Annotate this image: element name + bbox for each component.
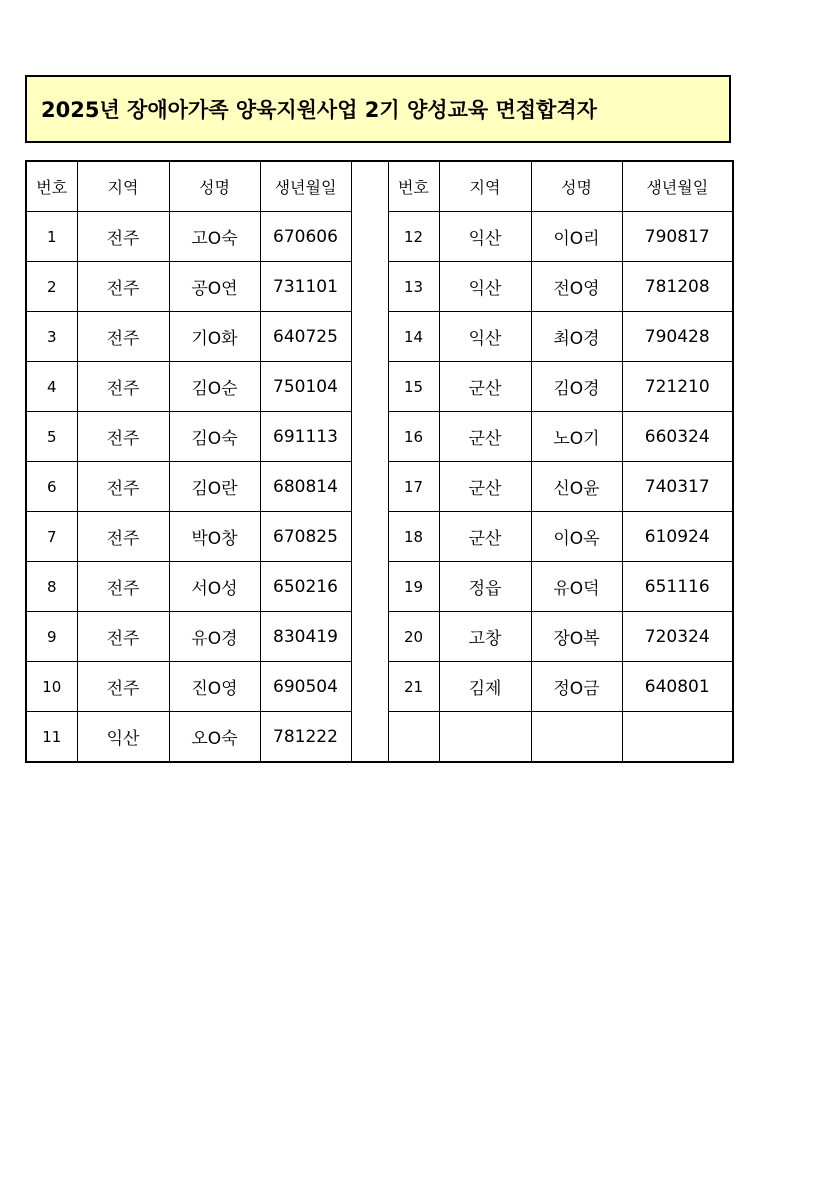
- cell-region: 전주: [77, 312, 169, 362]
- cell-birthdate: 721210: [622, 362, 733, 412]
- cell-number: 10: [26, 662, 77, 712]
- column-gap: [351, 312, 388, 362]
- cell-number: 13: [388, 262, 439, 312]
- table-row: [26, 312, 733, 362]
- cell-region: 고창: [439, 612, 531, 662]
- cell-birthdate: 670606: [260, 212, 351, 262]
- cell-name: 유O경: [169, 612, 260, 662]
- header-name-right: 성명: [531, 161, 622, 212]
- cell-birthdate: 670825: [260, 512, 351, 562]
- cell-number: 15: [388, 362, 439, 412]
- column-gap: [351, 161, 388, 212]
- cell-name: 기O화: [169, 312, 260, 362]
- cell-region: 전주: [77, 262, 169, 312]
- header-number-left: 번호: [26, 161, 77, 212]
- column-gap: [351, 662, 388, 712]
- table-row: [26, 562, 733, 612]
- cell-birthdate: 650216: [260, 562, 351, 612]
- cell-birthdate: 610924: [622, 512, 733, 562]
- cell-name: 박O창: [169, 512, 260, 562]
- cell-number: 17: [388, 462, 439, 512]
- cell-number: 16: [388, 412, 439, 462]
- cell-region: 익산: [77, 712, 169, 763]
- cell-name: 이O옥: [531, 512, 622, 562]
- column-gap: [351, 562, 388, 612]
- cell-number: 8: [26, 562, 77, 612]
- cell-birthdate: [622, 712, 733, 763]
- cell-name: 유O덕: [531, 562, 622, 612]
- table-row: [26, 612, 733, 662]
- cell-region: [439, 712, 531, 763]
- cell-number: 6: [26, 462, 77, 512]
- column-gap: [351, 512, 388, 562]
- cell-birthdate: 690504: [260, 662, 351, 712]
- cell-number: [388, 712, 439, 763]
- cell-name: 고O숙: [169, 212, 260, 262]
- cell-number: 7: [26, 512, 77, 562]
- table-header-row: [26, 161, 733, 212]
- column-gap: [351, 212, 388, 262]
- cell-birthdate: 660324: [622, 412, 733, 462]
- cell-name: [531, 712, 622, 763]
- cell-birthdate: 830419: [260, 612, 351, 662]
- table-row: [26, 462, 733, 512]
- column-gap: [351, 612, 388, 662]
- table-row: [26, 262, 733, 312]
- cell-name: 김O숙: [169, 412, 260, 462]
- applicant-table: [25, 160, 734, 763]
- cell-number: 14: [388, 312, 439, 362]
- cell-region: 전주: [77, 362, 169, 412]
- cell-number: 20: [388, 612, 439, 662]
- cell-number: 1: [26, 212, 77, 262]
- cell-name: 전O영: [531, 262, 622, 312]
- header-birthdate-right: 생년월일: [622, 161, 733, 212]
- cell-number: 21: [388, 662, 439, 712]
- table-row: [26, 212, 733, 262]
- header-number-right: 번호: [388, 161, 439, 212]
- cell-region: 익산: [439, 262, 531, 312]
- page-title: 2025년 장애아가족 양육지원사업 2기 양성교육 면접합격자: [25, 75, 731, 143]
- cell-name: 노O기: [531, 412, 622, 462]
- column-gap: [351, 412, 388, 462]
- cell-number: 18: [388, 512, 439, 562]
- cell-region: 군산: [439, 362, 531, 412]
- cell-name: 공O연: [169, 262, 260, 312]
- table-row: [26, 412, 733, 462]
- cell-region: 익산: [439, 212, 531, 262]
- header-birthdate-left: 생년월일: [260, 161, 351, 212]
- cell-region: 군산: [439, 512, 531, 562]
- cell-name: 김O경: [531, 362, 622, 412]
- cell-name: 장O복: [531, 612, 622, 662]
- cell-name: 김O란: [169, 462, 260, 512]
- cell-birthdate: 781208: [622, 262, 733, 312]
- column-gap: [351, 362, 388, 412]
- cell-birthdate: 640801: [622, 662, 733, 712]
- cell-birthdate: 720324: [622, 612, 733, 662]
- cell-region: 전주: [77, 512, 169, 562]
- header-region-left: 지역: [77, 161, 169, 212]
- cell-birthdate: 680814: [260, 462, 351, 512]
- cell-number: 19: [388, 562, 439, 612]
- cell-name: 서O성: [169, 562, 260, 612]
- table-row: [26, 662, 733, 712]
- cell-birthdate: 750104: [260, 362, 351, 412]
- cell-number: 5: [26, 412, 77, 462]
- cell-number: 12: [388, 212, 439, 262]
- cell-birthdate: 731101: [260, 262, 351, 312]
- cell-number: 11: [26, 712, 77, 763]
- cell-region: 전주: [77, 562, 169, 612]
- cell-region: 전주: [77, 462, 169, 512]
- cell-number: 2: [26, 262, 77, 312]
- cell-name: 신O윤: [531, 462, 622, 512]
- table-row: [26, 362, 733, 412]
- cell-birthdate: 790817: [622, 212, 733, 262]
- cell-region: 군산: [439, 412, 531, 462]
- column-gap: [351, 262, 388, 312]
- cell-region: 전주: [77, 662, 169, 712]
- cell-birthdate: 640725: [260, 312, 351, 362]
- table-row: [26, 712, 733, 763]
- cell-name: 김O순: [169, 362, 260, 412]
- cell-birthdate: 790428: [622, 312, 733, 362]
- cell-name: 진O영: [169, 662, 260, 712]
- cell-number: 9: [26, 612, 77, 662]
- header-region-right: 지역: [439, 161, 531, 212]
- cell-birthdate: 651116: [622, 562, 733, 612]
- cell-name: 최O경: [531, 312, 622, 362]
- header-name-left: 성명: [169, 161, 260, 212]
- cell-name: 오O숙: [169, 712, 260, 763]
- cell-region: 익산: [439, 312, 531, 362]
- cell-region: 전주: [77, 412, 169, 462]
- cell-number: 3: [26, 312, 77, 362]
- column-gap: [351, 712, 388, 763]
- cell-birthdate: 691113: [260, 412, 351, 462]
- cell-region: 군산: [439, 462, 531, 512]
- cell-birthdate: 781222: [260, 712, 351, 763]
- column-gap: [351, 462, 388, 512]
- cell-name: 정O금: [531, 662, 622, 712]
- cell-region: 전주: [77, 612, 169, 662]
- cell-number: 4: [26, 362, 77, 412]
- cell-region: 김제: [439, 662, 531, 712]
- table-row: [26, 512, 733, 562]
- cell-name: 이O리: [531, 212, 622, 262]
- cell-birthdate: 740317: [622, 462, 733, 512]
- cell-region: 전주: [77, 212, 169, 262]
- cell-region: 정읍: [439, 562, 531, 612]
